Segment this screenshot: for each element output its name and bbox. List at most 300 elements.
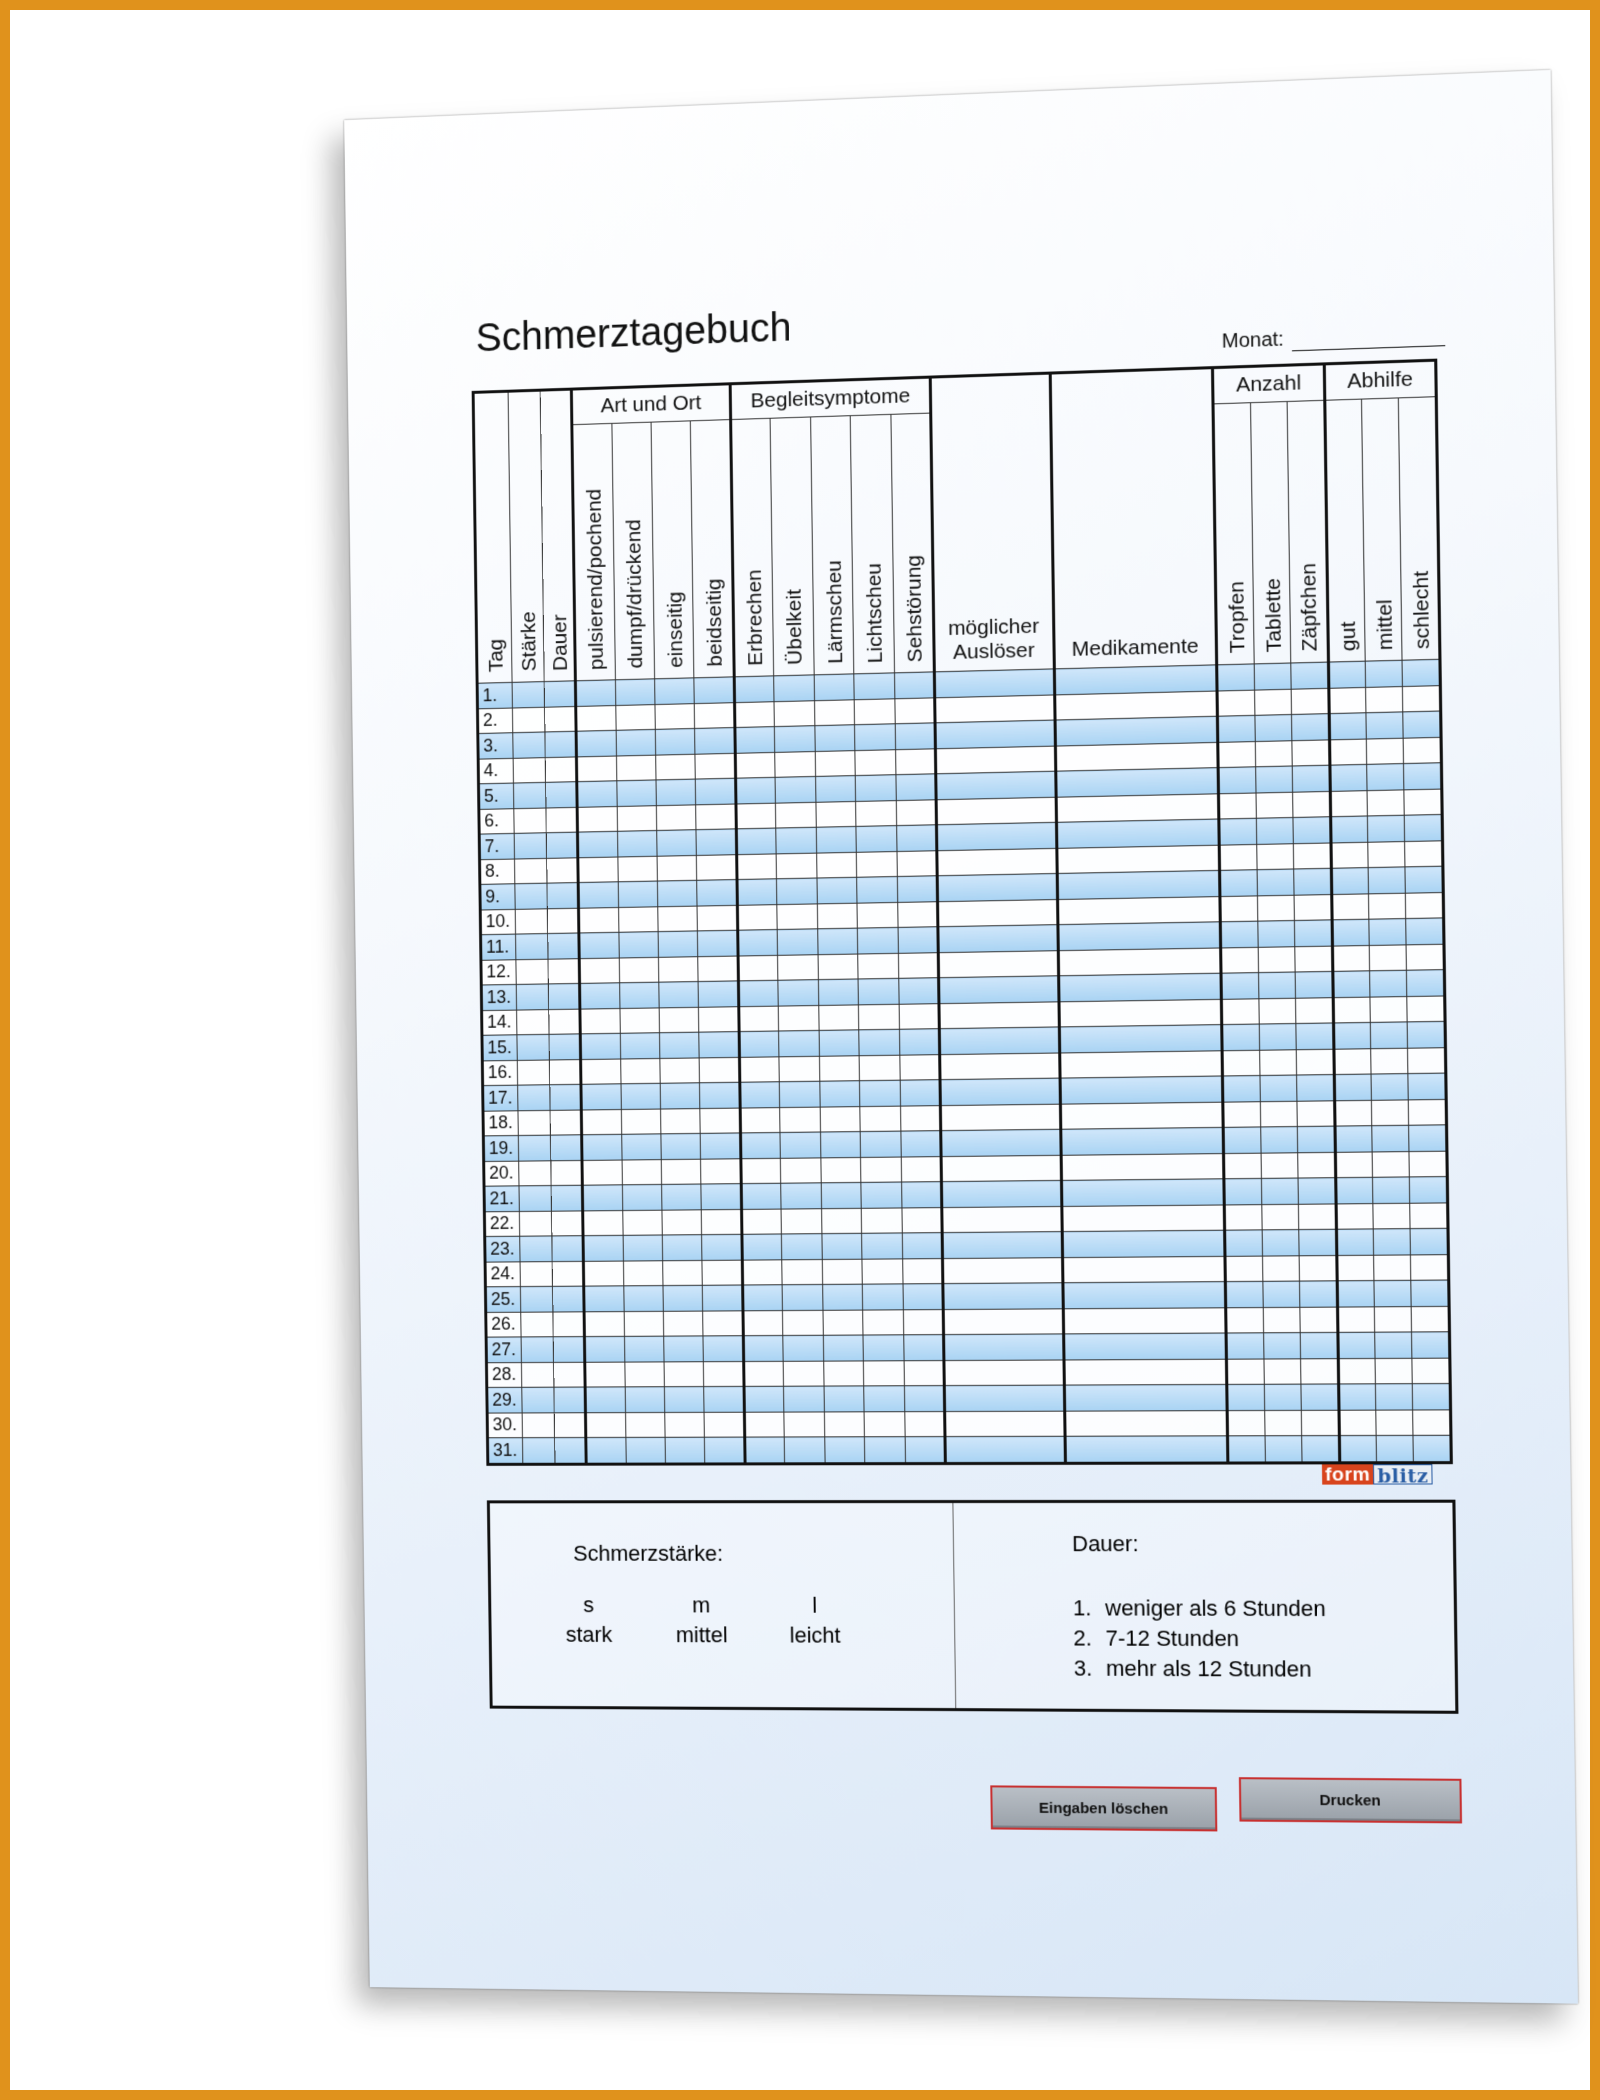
entry-cell[interactable] — [897, 876, 938, 902]
entry-cell[interactable] — [1263, 1333, 1300, 1359]
entry-cell[interactable] — [1226, 1307, 1263, 1333]
entry-cell[interactable] — [702, 1260, 742, 1286]
entry-cell[interactable] — [578, 857, 618, 883]
entry-cell[interactable] — [745, 1437, 785, 1463]
entry-cell[interactable] — [514, 782, 546, 808]
entry-cell[interactable] — [936, 746, 1056, 774]
entry-cell[interactable] — [658, 906, 698, 932]
entry-cell[interactable] — [1264, 1358, 1301, 1384]
entry-cell[interactable] — [616, 729, 656, 755]
entry-cell[interactable] — [1337, 1306, 1375, 1332]
entry-cell[interactable] — [1258, 920, 1295, 946]
entry-cell[interactable] — [781, 1208, 821, 1234]
entry-cell[interactable] — [621, 1109, 661, 1135]
entry-cell[interactable] — [864, 1411, 905, 1437]
entry-cell[interactable] — [858, 953, 899, 979]
entry-cell[interactable] — [1373, 1229, 1411, 1255]
entry-cell[interactable] — [785, 1437, 825, 1463]
entry-cell[interactable] — [620, 1033, 660, 1059]
entry-cell[interactable] — [776, 827, 816, 853]
entry-cell[interactable] — [544, 706, 576, 732]
entry-cell[interactable] — [935, 694, 1055, 722]
entry-cell[interactable] — [822, 1233, 862, 1259]
entry-cell[interactable] — [859, 1029, 900, 1055]
entry-cell[interactable] — [584, 1286, 624, 1312]
entry-cell[interactable] — [1065, 1436, 1229, 1463]
entry-cell[interactable] — [548, 983, 580, 1009]
entry-cell[interactable] — [545, 782, 577, 808]
entry-cell[interactable] — [744, 1412, 784, 1437]
entry-cell[interactable] — [619, 957, 659, 983]
entry-cell[interactable] — [943, 1308, 1063, 1334]
entry-cell[interactable] — [514, 757, 546, 783]
entry-cell[interactable] — [739, 1031, 779, 1057]
entry-cell[interactable] — [699, 1032, 739, 1058]
entry-cell[interactable] — [1296, 1023, 1333, 1049]
entry-cell[interactable] — [816, 826, 856, 852]
entry-cell[interactable] — [1408, 1073, 1446, 1099]
entry-cell[interactable] — [665, 1412, 705, 1437]
entry-cell[interactable] — [777, 903, 817, 929]
entry-cell[interactable] — [545, 731, 577, 757]
entry-cell[interactable] — [1367, 815, 1405, 842]
entry-cell[interactable] — [1218, 741, 1255, 768]
entry-cell[interactable] — [816, 801, 856, 827]
entry-cell[interactable] — [618, 881, 658, 907]
entry-cell[interactable] — [1223, 1101, 1260, 1127]
entry-cell[interactable] — [623, 1286, 663, 1312]
entry-cell[interactable] — [742, 1259, 782, 1285]
entry-cell[interactable] — [743, 1335, 783, 1361]
entry-cell[interactable] — [1057, 896, 1221, 925]
entry-cell[interactable] — [1059, 1025, 1223, 1053]
entry-cell[interactable] — [778, 929, 818, 955]
entry-cell[interactable] — [778, 954, 818, 980]
entry-cell[interactable] — [815, 750, 855, 776]
entry-cell[interactable] — [820, 1081, 860, 1107]
entry-cell[interactable] — [1062, 1230, 1226, 1257]
entry-cell[interactable] — [1055, 716, 1219, 745]
entry-cell[interactable] — [1262, 1255, 1299, 1281]
entry-cell[interactable] — [894, 672, 935, 698]
entry-cell[interactable] — [582, 1160, 622, 1186]
entry-cell[interactable] — [900, 1080, 941, 1106]
entry-cell[interactable] — [1295, 946, 1332, 972]
entry-cell[interactable] — [701, 1184, 741, 1210]
entry-cell[interactable] — [1224, 1178, 1261, 1204]
entry-cell[interactable] — [1369, 944, 1407, 970]
entry-cell[interactable] — [523, 1438, 555, 1464]
entry-cell[interactable] — [1374, 1280, 1412, 1306]
entry-cell[interactable] — [1375, 1358, 1413, 1384]
entry-cell[interactable] — [1370, 996, 1408, 1022]
entry-cell[interactable] — [655, 728, 695, 754]
entry-cell[interactable] — [1259, 1049, 1296, 1075]
entry-cell[interactable] — [1292, 739, 1329, 766]
entry-cell[interactable] — [1217, 664, 1254, 691]
entry-cell[interactable] — [1370, 970, 1408, 996]
entry-cell[interactable] — [661, 1108, 701, 1134]
entry-cell[interactable] — [775, 726, 815, 752]
entry-cell[interactable] — [618, 906, 658, 932]
entry-cell[interactable] — [1375, 1384, 1413, 1410]
entry-cell[interactable] — [1064, 1384, 1228, 1410]
entry-cell[interactable] — [936, 771, 1056, 799]
entry-cell[interactable] — [1220, 895, 1257, 921]
entry-cell[interactable] — [856, 826, 897, 852]
entry-cell[interactable] — [620, 1007, 660, 1033]
entry-cell[interactable] — [664, 1387, 704, 1412]
entry-cell[interactable] — [521, 1337, 553, 1362]
entry-cell[interactable] — [743, 1285, 783, 1311]
entry-cell[interactable] — [774, 700, 814, 726]
entry-cell[interactable] — [552, 1286, 584, 1311]
entry-cell[interactable] — [1376, 1409, 1414, 1435]
entry-cell[interactable] — [1265, 1436, 1302, 1463]
entry-cell[interactable] — [903, 1309, 944, 1335]
entry-cell[interactable] — [586, 1437, 626, 1463]
entry-cell[interactable] — [1222, 1050, 1259, 1076]
entry-cell[interactable] — [1058, 947, 1222, 975]
entry-cell[interactable] — [822, 1259, 862, 1285]
entry-cell[interactable] — [1413, 1383, 1451, 1409]
entry-cell[interactable] — [896, 825, 937, 851]
entry-cell[interactable] — [1366, 738, 1404, 765]
entry-cell[interactable] — [581, 1109, 621, 1135]
entry-cell[interactable] — [820, 1106, 860, 1132]
entry-cell[interactable] — [1299, 1229, 1336, 1255]
entry-cell[interactable] — [522, 1387, 554, 1412]
entry-cell[interactable] — [1291, 662, 1328, 689]
entry-cell[interactable] — [1335, 1151, 1373, 1177]
entry-cell[interactable] — [737, 853, 777, 879]
entry-cell[interactable] — [657, 855, 697, 881]
entry-cell[interactable] — [1373, 1203, 1411, 1229]
entry-cell[interactable] — [821, 1182, 861, 1208]
entry-cell[interactable] — [553, 1362, 585, 1387]
entry-cell[interactable] — [815, 776, 855, 802]
entry-cell[interactable] — [578, 831, 618, 857]
entry-cell[interactable] — [780, 1081, 820, 1107]
entry-cell[interactable] — [1334, 1100, 1372, 1126]
entry-cell[interactable] — [695, 702, 735, 728]
entry-cell[interactable] — [554, 1387, 586, 1412]
entry-cell[interactable] — [1221, 947, 1258, 973]
entry-cell[interactable] — [585, 1336, 625, 1361]
entry-cell[interactable] — [1294, 894, 1331, 920]
entry-cell[interactable] — [1057, 870, 1221, 899]
entry-cell[interactable] — [736, 803, 776, 829]
entry-cell[interactable] — [938, 925, 1058, 953]
entry-cell[interactable] — [859, 1055, 900, 1081]
entry-cell[interactable] — [1220, 844, 1257, 870]
entry-cell[interactable] — [696, 829, 736, 855]
entry-cell[interactable] — [1413, 1435, 1451, 1462]
entry-cell[interactable] — [1405, 866, 1443, 893]
entry-cell[interactable] — [700, 1108, 740, 1134]
entry-cell[interactable] — [550, 1110, 582, 1136]
entry-cell[interactable] — [1060, 1102, 1224, 1130]
entry-cell[interactable] — [902, 1233, 943, 1259]
entry-cell[interactable] — [941, 1104, 1061, 1131]
entry-cell[interactable] — [1257, 895, 1294, 921]
entry-cell[interactable] — [1338, 1358, 1376, 1384]
entry-cell[interactable] — [737, 904, 777, 930]
entry-cell[interactable] — [1374, 1254, 1412, 1280]
entry-cell[interactable] — [1328, 687, 1366, 714]
entry-cell[interactable] — [576, 730, 616, 756]
entry-cell[interactable] — [1218, 715, 1255, 742]
entry-cell[interactable] — [580, 1008, 620, 1034]
entry-cell[interactable] — [1412, 1306, 1450, 1332]
entry-cell[interactable] — [1221, 921, 1258, 947]
entry-cell[interactable] — [1061, 1179, 1225, 1206]
entry-cell[interactable] — [940, 1078, 1060, 1105]
entry-cell[interactable] — [777, 878, 817, 904]
entry-cell[interactable] — [701, 1158, 741, 1184]
entry-cell[interactable] — [1058, 973, 1222, 1001]
entry-cell[interactable] — [659, 982, 699, 1008]
entry-cell[interactable] — [1407, 995, 1445, 1021]
entry-cell[interactable] — [515, 833, 547, 859]
entry-cell[interactable] — [584, 1311, 624, 1336]
entry-cell[interactable] — [863, 1284, 904, 1310]
entry-cell[interactable] — [577, 756, 617, 782]
entry-cell[interactable] — [819, 1030, 859, 1056]
entry-cell[interactable] — [854, 673, 895, 699]
entry-cell[interactable] — [1256, 792, 1293, 819]
entry-cell[interactable] — [739, 1006, 779, 1032]
entry-cell[interactable] — [1263, 1307, 1300, 1333]
entry-cell[interactable] — [1224, 1127, 1261, 1153]
entry-cell[interactable] — [1410, 1177, 1448, 1203]
entry-cell[interactable] — [1061, 1153, 1225, 1180]
entry-cell[interactable] — [816, 852, 856, 878]
entry-cell[interactable] — [901, 1156, 942, 1182]
entry-cell[interactable] — [1258, 972, 1295, 998]
entry-cell[interactable] — [1404, 737, 1442, 764]
entry-cell[interactable] — [1405, 840, 1443, 867]
entry-cell[interactable] — [546, 832, 578, 858]
entry-cell[interactable] — [513, 707, 545, 733]
entry-cell[interactable] — [697, 854, 737, 880]
entry-cell[interactable] — [1061, 1204, 1225, 1231]
entry-cell[interactable] — [1261, 1178, 1298, 1204]
entry-cell[interactable] — [741, 1158, 781, 1184]
entry-cell[interactable] — [1368, 867, 1406, 894]
entry-cell[interactable] — [700, 1057, 740, 1083]
entry-cell[interactable] — [551, 1185, 583, 1211]
entry-cell[interactable] — [944, 1359, 1064, 1385]
entry-cell[interactable] — [1055, 768, 1219, 797]
entry-cell[interactable] — [545, 756, 577, 782]
entry-cell[interactable] — [735, 727, 775, 753]
entry-cell[interactable] — [1403, 711, 1441, 738]
entry-cell[interactable] — [576, 680, 616, 706]
entry-cell[interactable] — [897, 901, 938, 927]
entry-cell[interactable] — [577, 781, 617, 807]
entry-cell[interactable] — [1336, 1255, 1374, 1281]
entry-cell[interactable] — [1263, 1281, 1300, 1307]
entry-cell[interactable] — [1338, 1384, 1376, 1410]
entry-cell[interactable] — [577, 806, 617, 832]
entry-cell[interactable] — [855, 724, 896, 750]
entry-cell[interactable] — [1258, 946, 1295, 972]
entry-cell[interactable] — [782, 1259, 822, 1285]
entry-cell[interactable] — [1291, 688, 1328, 715]
entry-cell[interactable] — [1370, 1022, 1408, 1048]
entry-cell[interactable] — [1261, 1152, 1298, 1178]
entry-cell[interactable] — [582, 1185, 622, 1211]
entry-cell[interactable] — [616, 755, 656, 781]
entry-cell[interactable] — [662, 1209, 702, 1235]
entry-cell[interactable] — [1336, 1203, 1374, 1229]
entry-cell[interactable] — [1262, 1230, 1299, 1256]
entry-cell[interactable] — [580, 983, 620, 1009]
entry-cell[interactable] — [518, 1060, 550, 1086]
entry-cell[interactable] — [863, 1335, 904, 1361]
entry-cell[interactable] — [516, 934, 548, 960]
entry-cell[interactable] — [818, 979, 858, 1005]
entry-cell[interactable] — [1376, 1435, 1414, 1462]
entry-cell[interactable] — [823, 1335, 863, 1361]
entry-cell[interactable] — [659, 1007, 699, 1033]
entry-cell[interactable] — [1372, 1151, 1410, 1177]
entry-cell[interactable] — [553, 1311, 585, 1336]
entry-cell[interactable] — [774, 675, 814, 701]
entry-cell[interactable] — [821, 1208, 861, 1234]
entry-cell[interactable] — [901, 1182, 942, 1208]
entry-cell[interactable] — [1402, 659, 1440, 686]
entry-cell[interactable] — [514, 808, 546, 834]
entry-cell[interactable] — [860, 1131, 901, 1157]
entry-cell[interactable] — [939, 976, 1059, 1003]
entry-cell[interactable] — [550, 1135, 582, 1161]
entry-cell[interactable] — [623, 1260, 663, 1286]
entry-cell[interactable] — [516, 959, 548, 985]
entry-cell[interactable] — [904, 1386, 945, 1412]
entry-cell[interactable] — [903, 1284, 944, 1310]
entry-cell[interactable] — [705, 1437, 745, 1463]
entry-cell[interactable] — [1413, 1409, 1451, 1435]
entry-cell[interactable] — [1298, 1178, 1335, 1204]
entry-cell[interactable] — [519, 1135, 551, 1161]
entry-cell[interactable] — [664, 1336, 704, 1362]
entry-cell[interactable] — [856, 800, 897, 826]
entry-cell[interactable] — [1056, 819, 1220, 848]
entry-cell[interactable] — [736, 777, 776, 803]
entry-cell[interactable] — [817, 903, 857, 929]
entry-cell[interactable] — [625, 1387, 665, 1412]
entry-cell[interactable] — [616, 780, 656, 806]
entry-cell[interactable] — [519, 1160, 551, 1186]
entry-cell[interactable] — [698, 956, 738, 982]
entry-cell[interactable] — [520, 1236, 552, 1261]
entry-cell[interactable] — [941, 1129, 1061, 1156]
entry-cell[interactable] — [621, 1134, 661, 1160]
entry-cell[interactable] — [704, 1412, 744, 1437]
entry-cell[interactable] — [1334, 1048, 1372, 1074]
entry-cell[interactable] — [779, 1056, 819, 1082]
entry-cell[interactable] — [895, 748, 936, 774]
entry-cell[interactable] — [902, 1207, 943, 1233]
entry-cell[interactable] — [734, 676, 774, 702]
entry-cell[interactable] — [520, 1211, 552, 1236]
entry-cell[interactable] — [617, 856, 657, 882]
entry-cell[interactable] — [1409, 1125, 1447, 1151]
entry-cell[interactable] — [864, 1360, 905, 1386]
entry-cell[interactable] — [581, 1059, 621, 1085]
entry-cell[interactable] — [657, 830, 697, 856]
entry-cell[interactable] — [824, 1360, 864, 1386]
entry-cell[interactable] — [662, 1184, 702, 1210]
entry-cell[interactable] — [622, 1210, 662, 1236]
entry-cell[interactable] — [1063, 1307, 1227, 1334]
entry-cell[interactable] — [784, 1361, 824, 1387]
clear-inputs-button[interactable]: Eingaben löschen — [990, 1785, 1217, 1831]
entry-cell[interactable] — [1295, 920, 1332, 946]
entry-cell[interactable] — [1367, 789, 1405, 816]
entry-cell[interactable] — [658, 956, 698, 982]
entry-cell[interactable] — [1264, 1384, 1301, 1410]
entry-cell[interactable] — [937, 822, 1057, 850]
entry-cell[interactable] — [662, 1235, 702, 1261]
entry-cell[interactable] — [586, 1412, 626, 1437]
entry-cell[interactable] — [1407, 970, 1445, 996]
entry-cell[interactable] — [1339, 1435, 1377, 1462]
entry-cell[interactable] — [658, 931, 698, 957]
entry-cell[interactable] — [775, 751, 815, 777]
entry-cell[interactable] — [1372, 1125, 1410, 1151]
entry-cell[interactable] — [1056, 845, 1220, 874]
entry-cell[interactable] — [695, 753, 735, 779]
entry-cell[interactable] — [1292, 714, 1329, 741]
entry-cell[interactable] — [942, 1206, 1062, 1233]
entry-cell[interactable] — [1299, 1255, 1336, 1281]
entry-cell[interactable] — [1411, 1280, 1449, 1306]
entry-cell[interactable] — [1219, 793, 1256, 819]
entry-cell[interactable] — [1371, 1074, 1409, 1100]
entry-cell[interactable] — [1404, 789, 1442, 816]
entry-cell[interactable] — [579, 932, 619, 958]
entry-cell[interactable] — [1219, 767, 1256, 794]
entry-cell[interactable] — [548, 958, 580, 984]
entry-cell[interactable] — [1365, 660, 1403, 687]
entry-cell[interactable] — [704, 1361, 744, 1387]
entry-cell[interactable] — [1259, 1023, 1296, 1049]
entry-cell[interactable] — [615, 679, 655, 705]
entry-cell[interactable] — [1064, 1410, 1228, 1436]
entry-cell[interactable] — [579, 958, 619, 984]
entry-cell[interactable] — [1329, 739, 1367, 766]
entry-cell[interactable] — [698, 930, 738, 956]
entry-cell[interactable] — [1294, 842, 1331, 868]
entry-cell[interactable] — [701, 1133, 741, 1159]
entry-cell[interactable] — [940, 1027, 1060, 1054]
entry-cell[interactable] — [1301, 1384, 1338, 1410]
entry-cell[interactable] — [1259, 998, 1296, 1024]
entry-cell[interactable] — [818, 928, 858, 954]
entry-cell[interactable] — [895, 697, 936, 723]
entry-cell[interactable] — [656, 779, 696, 805]
entry-cell[interactable] — [625, 1412, 665, 1437]
entry-cell[interactable] — [512, 682, 544, 708]
entry-cell[interactable] — [904, 1360, 945, 1386]
entry-cell[interactable] — [1224, 1153, 1261, 1179]
entry-cell[interactable] — [1060, 1127, 1224, 1154]
entry-cell[interactable] — [697, 880, 737, 906]
entry-cell[interactable] — [1222, 1024, 1259, 1050]
